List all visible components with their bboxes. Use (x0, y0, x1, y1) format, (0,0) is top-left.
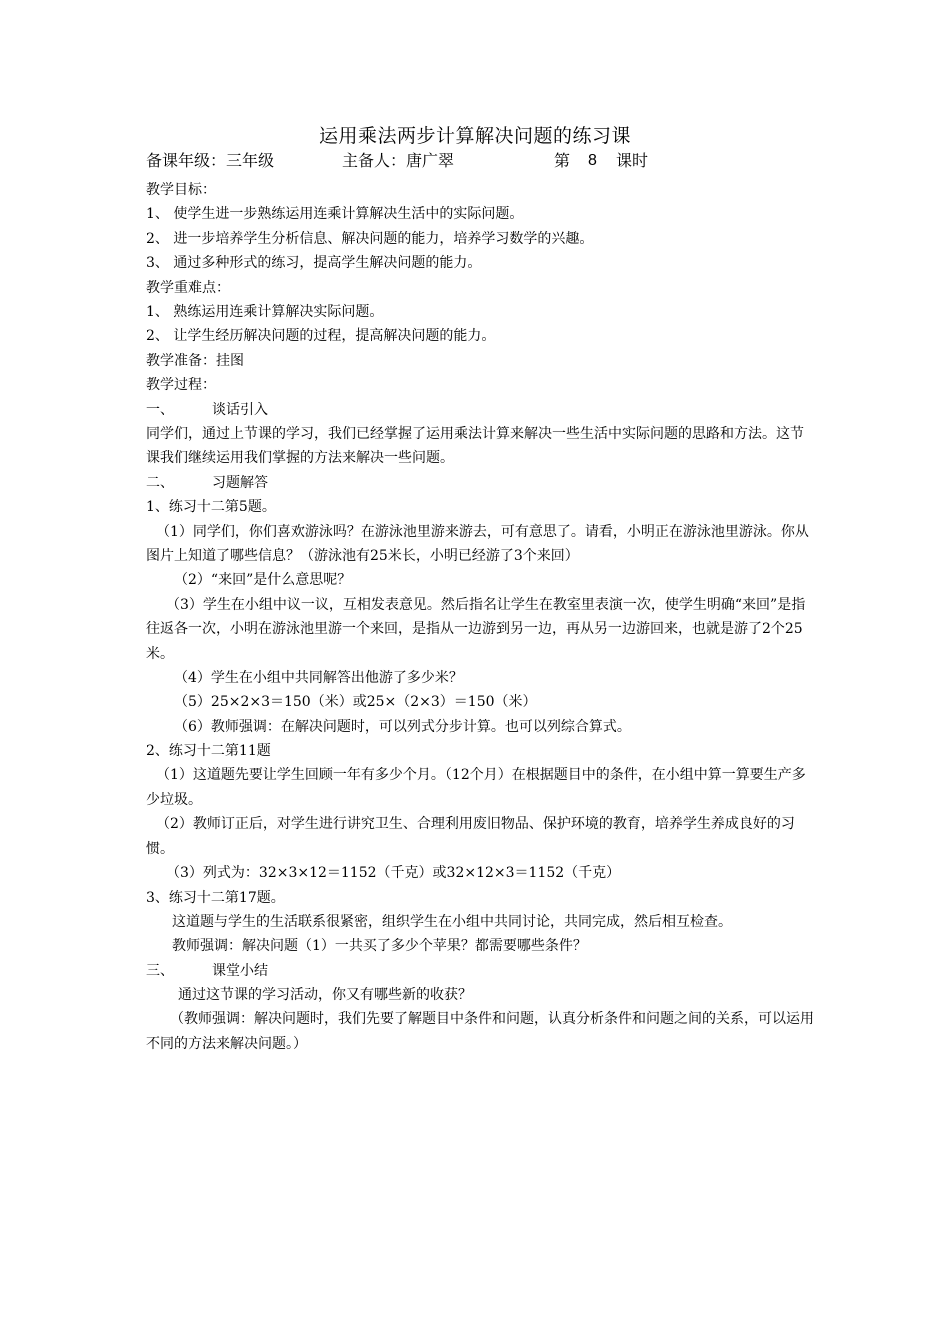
preparation-line: 教学准备：挂图 (146, 352, 244, 369)
paragraph: （教师强调：解决问题时，我们先要了解题目中条件和问题，认真分析条件和问题之间的关系，可以运用不同的方法来解决问题。） (146, 1011, 814, 1052)
exercise-title: 2、练习十二第11题 (146, 743, 271, 760)
section-heading (146, 398, 814, 422)
paragraph: 同学们，通过上节课的学习，我们已经掌握了运用乘法计算来解决一些生活中实际问题的思路和方法。这节课我们继续运用我们掌握的方法来解决一些问题。 (146, 425, 804, 467)
section-number: 三、 (146, 962, 174, 979)
section-title: 课堂小结 (212, 962, 268, 979)
paragraph: （1）同学们，你们喜欢游泳吗？在游泳池里游来游去，可有意思了。请看，小明正在游泳池里游泳。你从图片上知道了哪些信息？（游泳池有25米长，小明已经游了3个来回） (146, 523, 809, 564)
exercise-title: 1、练习十二第5题。 (146, 499, 276, 516)
process-heading: 教学过程： (146, 377, 216, 394)
paragraph: （3）列式为：32×3×12＝1152（千克）或32×12×3＝1152（千克） (166, 865, 621, 882)
section-heading (146, 471, 814, 495)
section-number: 二、 (146, 474, 174, 491)
paragraph: （2）“来回”是什么意思呢？ (174, 572, 352, 589)
paragraph: （2）教师订正后，对学生进行讲究卫生、合理利用废旧物品、保护环境的教育，培养学生养成良好的习惯。 (146, 816, 795, 857)
preparer-label: 主备人：唐广翠 (342, 151, 455, 170)
section-number: 一、 (146, 401, 174, 418)
paragraph: （1）这道题先要让学生回顾一年有多少个月。（12个月）在根据题目中的条件，在小组中算一算要生产多少垃圾。 (146, 767, 806, 808)
lesson-prefix: 第 (554, 151, 571, 170)
objective-item: 3、 通过多种形式的练习，提高学生解决问题的能力。 (146, 255, 482, 272)
lesson-number: 8 (588, 152, 597, 169)
keypoint-item: 2、 让学生经历解决问题的过程，提高解决问题的能力。 (146, 328, 496, 345)
lesson-suffix: 课时 (616, 151, 649, 170)
document-body (146, 178, 814, 1056)
paragraph: （3）学生在小组中议一议，互相发表意见。然后指名让学生在教室里表演一次，使学生明确“来回”是指往返各一次，小明在游泳池里游一个来回，是指从一边游到另一边，再从另一边游回来，也就是游了2个25米。 (146, 596, 806, 662)
objective-item: 2、 进一步培养学生分析信息、解决问题的能力，培养学习数学的兴趣。 (146, 230, 594, 247)
document-title: 运用乘法两步计算解决问题的练习课 (318, 125, 631, 147)
section-title: 谈话引入 (212, 401, 268, 418)
paragraph: （6）教师强调：在解决问题时，可以列式分步计算。也可以列综合算式。 (174, 718, 631, 735)
objective-item: 1、 使学生进一步熟练运用连乘计算解决生活中的实际问题。 (146, 206, 524, 223)
paragraph: （5）25×2×3＝150（米）或25×（2×3）＝150（米） (174, 694, 537, 711)
objectives-heading: 教学目标： (146, 182, 216, 198)
paragraph: 通过这节课的学习活动，你又有哪些新的收获？ (178, 987, 472, 1004)
exercise-title: 3、练习十二第17题。 (146, 889, 285, 906)
paragraph: 教师强调：解决问题（1）一共买了多少个苹果？都需要哪些条件？ (172, 938, 587, 955)
grade-label: 备课年级：三年级 (146, 151, 275, 170)
keypoint-item: 1、 熟练运用连乘计算解决实际问题。 (146, 303, 384, 320)
section-title: 习题解答 (212, 474, 268, 491)
section-heading (146, 959, 814, 983)
keypoints-heading: 教学重难点： (146, 279, 230, 296)
paragraph: （4）学生在小组中共同解答出他游了多少米？ (174, 669, 463, 686)
paragraph: 这道题与学生的生活联系很紧密，组织学生在小组中共同讨论，共同完成，然后相互检查。 (172, 913, 732, 930)
